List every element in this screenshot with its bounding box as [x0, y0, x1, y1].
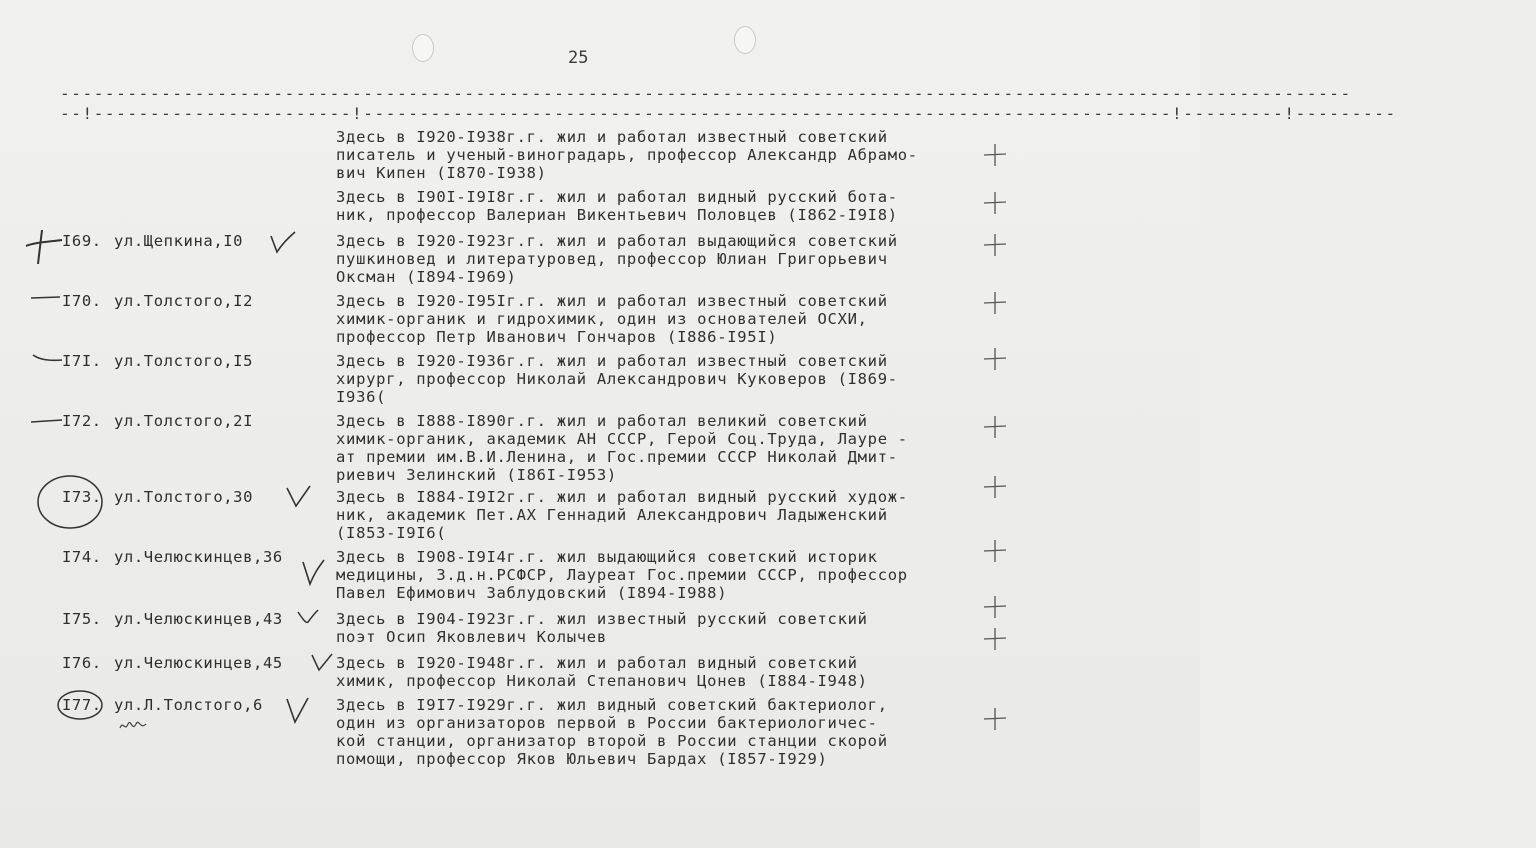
entry-text-line: кой станции, организатор второй в России станции скорой [336, 732, 888, 750]
entry-text-line: Здесь в I920-I938г.г. жил и работал известный советский [336, 128, 888, 146]
header-rule: ------------------------------------------------------------------------------------------------------------------- [60, 84, 1352, 103]
entry-text-line: хирург, профессор Николай Александрович Куковеров (I869- [336, 370, 898, 388]
entry-text-line: Здесь в I920-I95Iг.г. жил и работал известный советский [336, 292, 888, 310]
entry-text-line: один из организаторов первой в России бактериологичес- [336, 714, 878, 732]
entry-text-line: Здесь в I888-I890г.г. жил и работал великий советский [336, 412, 868, 430]
handwritten-cross-mark [24, 228, 64, 268]
handwritten-plus-mark [980, 232, 1010, 258]
entry-text-line: риевич Зелинский (I86I-I953) [336, 466, 617, 484]
handwritten-dash-mark [30, 416, 64, 426]
entry-text-line: Здесь в I90I-I9I8г.г. жил и работал видный русский бота- [336, 188, 898, 206]
list-item [0, 696, 1200, 768]
list-item [0, 654, 1200, 690]
list-item [0, 610, 1200, 646]
entry-text-line: помощи, профессор Яков Юльевич Бардах (I857-I929) [336, 750, 828, 768]
entry-number: I7I. [62, 352, 102, 370]
handwritten-check-mark [284, 696, 310, 726]
handwritten-plus-mark [980, 538, 1010, 564]
entry-text-line: Здесь в I920-I923г.г. жил и работал выдающийся советский [336, 232, 898, 250]
entry-text-line: поэт Осип Яковлевич Колычев [336, 628, 607, 646]
handwritten-scribble-mark [118, 718, 148, 734]
entry-address: ул.Челюскинцев,43 [114, 610, 283, 628]
entry-number: I70. [62, 292, 102, 310]
entry-text-line: Здесь в I9I7-I929г.г. жил видный советский бактериолог, [336, 696, 888, 714]
entry-text-line: профессор Петр Иванович Гончаров (I886-I95I) [336, 328, 778, 346]
list-item [0, 292, 1200, 346]
entry-text-line: (I853-I9I6( [336, 524, 447, 542]
column-header-rule: --!-----------------------!------------------------------------------------------------------------!---------!--------- [60, 104, 1397, 123]
handwritten-check-mark [284, 484, 314, 510]
entry-address: ул.Толстого,2I [114, 412, 254, 430]
entry-text-line: химик-органик и гидрохимик, один из основателей ОСХИ, [336, 310, 868, 328]
entry-number: I69. [62, 232, 102, 250]
entry-text-line: пушкиновед и литературовед, профессор Юлиан Григорьевич [336, 250, 888, 268]
handwritten-plus-mark [980, 706, 1010, 732]
entry-address: ул.Челюскинцев,45 [114, 654, 283, 672]
list-item [0, 548, 1200, 602]
entry-text-line: Здесь в I884-I9I2г.г. жил и работал видный русский худож- [336, 488, 908, 506]
entry-text-line: Здесь в I920-I936г.г. жил и работал известный советский [336, 352, 888, 370]
entry-address: ул.Щепкина,I0 [114, 232, 244, 250]
list-item [0, 128, 1200, 182]
handwritten-check-mark [268, 230, 298, 256]
entry-number: I72. [62, 412, 102, 430]
entry-text-line: Здесь в I908-I9I4г.г. жил выдающийся советский историк [336, 548, 878, 566]
handwritten-plus-mark [980, 142, 1010, 168]
entry-text-line: химик-органик, академик АН СССР, Герой Соц.Труда, Лауре - [336, 430, 908, 448]
entry-text-line: I936( [336, 388, 387, 406]
entry-number: I75. [62, 610, 102, 628]
entry-text-line: ник, профессор Валериан Викентьевич Половцев (I862-I9I8) [336, 206, 898, 224]
punch-hole [734, 26, 756, 54]
handwritten-plus-mark [980, 474, 1010, 500]
entry-number: I73. [62, 488, 102, 506]
entry-text-line: Здесь в I920-I948г.г. жил и работал видный советский [336, 654, 858, 672]
handwritten-plus-mark [980, 414, 1010, 440]
handwritten-plus-mark [980, 290, 1010, 316]
handwritten-plus-mark [980, 594, 1010, 620]
entry-text-line: Здесь в I904-I923г.г. жил известный русский советский [336, 610, 868, 628]
entry-text-line: писатель и ученый-виноградарь, профессор Александр Абрамо- [336, 146, 918, 164]
handwritten-plus-mark [980, 626, 1010, 652]
entry-text-line: медицины, З.д.н.РСФСР, Лауреат Гос.премии СССР, профессор [336, 566, 908, 584]
entry-number: I77. [62, 696, 102, 714]
entry-address: ул.Толстого,30 [114, 488, 254, 506]
list-item [0, 488, 1200, 542]
punch-hole [412, 34, 434, 62]
entry-text-line: ник, академик Пет.АХ Геннадий Александрович Ладыженский [336, 506, 888, 524]
handwritten-plus-mark [980, 346, 1010, 372]
handwritten-plus-mark [980, 190, 1010, 216]
handwritten-check-mark [310, 652, 334, 674]
entry-text-line: Павел Ефимович Заблудовский (I894-I988) [336, 584, 728, 602]
page-number: 25 [568, 48, 589, 68]
handwritten-check-mark [300, 558, 326, 588]
entry-text-line: вич Кипен (I870-I938) [336, 164, 547, 182]
entry-text-line: ат премии им.В.И.Ленина, и Гос.премии СССР Николай Дмит- [336, 448, 898, 466]
list-item [0, 188, 1200, 224]
entry-address: ул.Толстого,I5 [114, 352, 254, 370]
list-item [0, 412, 1200, 484]
entry-text-line: Оксман (I894-I969) [336, 268, 517, 286]
handwritten-dash-mark [32, 352, 64, 366]
entry-address: ул.Челюскинцев,36 [114, 548, 283, 566]
handwritten-check-mark [296, 608, 320, 628]
entry-text-line: химик, профессор Николай Степанович Цонев (I884-I948) [336, 672, 868, 690]
handwritten-dash-mark [30, 292, 62, 304]
entry-address: ул.Толстого,I2 [114, 292, 254, 310]
list-item [0, 352, 1200, 406]
entry-number: I74. [62, 548, 102, 566]
entry-address: ул.Л.Толстого,6 [114, 696, 263, 714]
entry-number: I76. [62, 654, 102, 672]
list-item [0, 232, 1200, 286]
